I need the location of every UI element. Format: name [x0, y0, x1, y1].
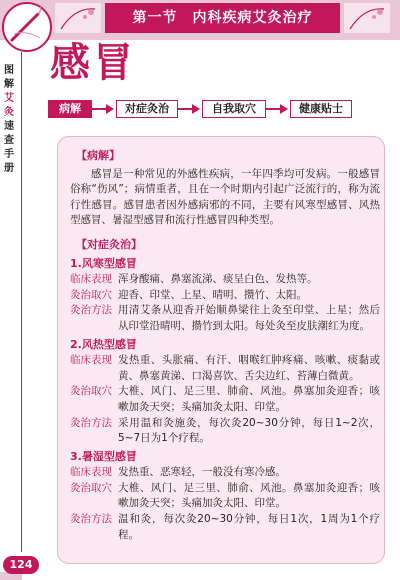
type-heading: 3.暑湿型感冒 [70, 449, 137, 463]
flow-connector [92, 108, 106, 110]
book-title-prefix: 图解 [4, 65, 14, 90]
flow-arrow-icon [106, 104, 114, 114]
section-heading-bingjie: 【病解】 [76, 149, 120, 162]
row-label: 灸治方法 [70, 416, 112, 429]
treatment-row [70, 303, 380, 334]
section-flow [48, 100, 388, 120]
row-text: 迎香、印堂、上星、晴明、攒竹、太阳。 [118, 288, 307, 301]
bingjie-paragraph: 感冒是一种常见的外感性疾病，一年四季均可发病。一般感冒俗称“伤风”；病情重者，且在一个时期内引起广泛流行的，称为流行性感冒。感冒患者因外感病邪的不同，主要有风寒型感冒、风热型感冒、暑湿型感冒和流行性感冒四种类型。 [70, 167, 380, 227]
book-title-highlight: 艾灸 [4, 93, 14, 118]
row-label: 临床表现 [70, 466, 112, 479]
treatment-row [70, 481, 380, 512]
row-text: 浑身酸痛、鼻塞流涕、痰呈白色、发热等。 [118, 273, 318, 286]
section-heading-duizheng: 【对症灸治】 [76, 237, 142, 251]
flow-step-duizheng[interactable]: 对症灸治 [116, 100, 178, 118]
page-section-title: 第一节 内科疾病艾灸治疗 [105, 3, 340, 33]
treatment-row [70, 288, 380, 304]
row-text: 用清艾条从迎香开始顺鼻梁往上灸至印堂、上星；然后从印堂沿晴明、攒竹到太阳。每处灸至皮肤潮红为度。 [118, 304, 380, 332]
left-sidebar [0, 52, 22, 552]
book-title-suffix: 速查手册 [4, 121, 14, 174]
treatment-row [70, 353, 380, 384]
row-text: 大椎、风门、足三里、肺俞、风池。鼻塞加灸迎香；咳嗽加灸天突；头痛加灸太阳、印堂。 [118, 481, 380, 510]
row-text: 采用温和灸施灸，每次灸20~30分钟，每日1~2次，5~7日为1个疗程。 [118, 416, 380, 445]
type-heading: 2.风热型感冒 [70, 337, 137, 351]
row-text: 发热重、恶寒轻，一般没有寒冷感。 [118, 466, 286, 479]
flow-arrow-icon [280, 104, 288, 114]
row-label: 灸治取穴 [70, 385, 112, 398]
treatment-row [70, 416, 380, 447]
row-text: 温和灸，每次灸20~30分钟，每日1次，1周为1个疗程。 [118, 513, 380, 541]
disease-title: 感冒 [50, 40, 136, 86]
type-heading: 1.风寒型感冒 [70, 256, 137, 270]
row-label: 灸治方法 [70, 304, 112, 317]
treatment-row [70, 465, 380, 481]
header-decoration-right [344, 3, 390, 33]
row-label: 灸治方法 [70, 513, 112, 526]
content-body [70, 146, 380, 543]
book-title-vertical [4, 64, 18, 176]
decorative-flower-icon [344, 3, 390, 33]
treatment-row [70, 272, 380, 288]
flow-connector [266, 108, 280, 110]
flow-step-bingjie[interactable]: 病解 [48, 100, 92, 118]
decorative-flower-icon [55, 3, 101, 33]
treatment-row [70, 384, 380, 415]
corner-emblem [2, 2, 52, 52]
page-number: 124 [3, 556, 39, 574]
header-decoration-left [55, 3, 101, 33]
row-label: 临床表现 [70, 273, 112, 286]
row-label: 灸治取穴 [70, 481, 112, 494]
treatment-row [70, 512, 380, 543]
row-text: 大椎、风门、足三里、肺俞、风池。鼻塞加灸迎香；咳嗽加灸天突；头痛加灸太阳、印堂。 [118, 385, 380, 413]
flow-connector [178, 108, 192, 110]
row-label: 临床表现 [70, 354, 112, 367]
flow-step-quxue[interactable]: 自我取穴 [202, 100, 266, 118]
row-label: 灸治取穴 [70, 288, 112, 301]
flow-step-tieshi[interactable]: 健康贴士 [290, 100, 352, 118]
row-text: 发热重、头胀痛、有汗、咽喉红肿疼痛、咳嗽、痰黏或黄、鼻塞黄涕、口渴喜饮、舌尖边红、苔薄白微黄。 [118, 354, 380, 382]
moxa-stick-icon [4, 4, 50, 50]
flow-arrow-icon [192, 104, 200, 114]
